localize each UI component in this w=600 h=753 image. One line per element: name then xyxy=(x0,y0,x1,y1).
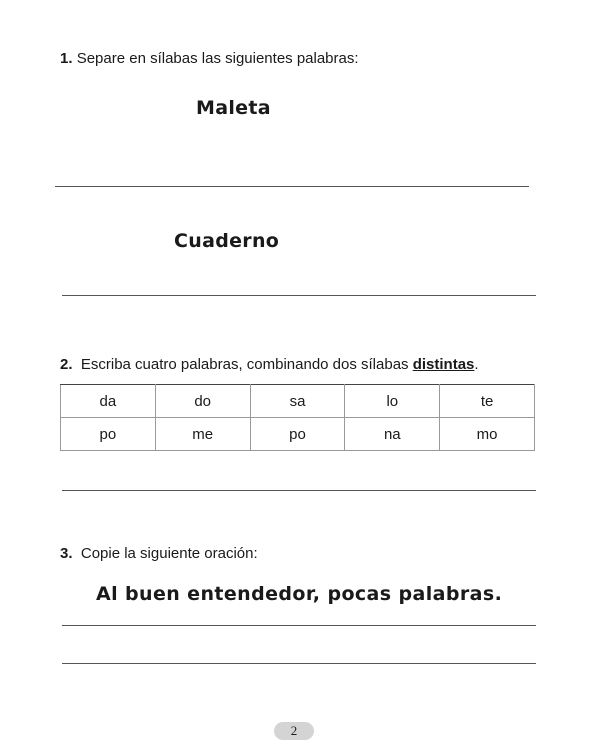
table-row xyxy=(61,385,535,418)
table-cell: sa xyxy=(250,385,345,418)
word-cuaderno: Cuaderno xyxy=(174,230,280,252)
table-cell: do xyxy=(155,385,250,418)
table-cell: me xyxy=(155,418,250,451)
word-maleta: Maleta xyxy=(196,97,271,119)
page-number: 2 xyxy=(274,722,314,740)
table-cell: te xyxy=(440,385,535,418)
exercise-2-emphasis: distintas xyxy=(412,356,475,373)
exercise-3-number: 3. xyxy=(60,545,73,562)
table-row xyxy=(61,418,535,451)
table-cell: da xyxy=(61,385,156,418)
syllable-table xyxy=(60,384,535,451)
exercise-1-number: 1. xyxy=(60,50,73,67)
exercise-2-number: 2. xyxy=(60,356,73,373)
table-cell: lo xyxy=(345,385,440,418)
table-cell: po xyxy=(61,418,156,451)
answer-line-1 xyxy=(55,186,529,187)
exercise-2-instruction xyxy=(60,356,479,373)
exercise-2-text: Escriba cuatro palabras, combinando dos sílabas xyxy=(80,356,409,373)
exercise-3-instruction xyxy=(60,545,258,562)
table-cell: na xyxy=(345,418,440,451)
table-cell: mo xyxy=(440,418,535,451)
exercise-1-instruction xyxy=(60,50,359,67)
exercise-2-period: . xyxy=(474,356,479,373)
answer-line-4 xyxy=(62,625,536,626)
answer-line-2 xyxy=(62,295,536,296)
exercise-3-text: Copie la siguiente oración: xyxy=(80,545,258,562)
model-sentence: Al buen entendedor, pocas palabras. xyxy=(96,583,503,605)
answer-line-5 xyxy=(62,663,536,664)
answer-line-3 xyxy=(62,490,536,491)
table-cell: po xyxy=(250,418,345,451)
exercise-1-text: Separe en sílabas las siguientes palabras: xyxy=(76,50,359,67)
